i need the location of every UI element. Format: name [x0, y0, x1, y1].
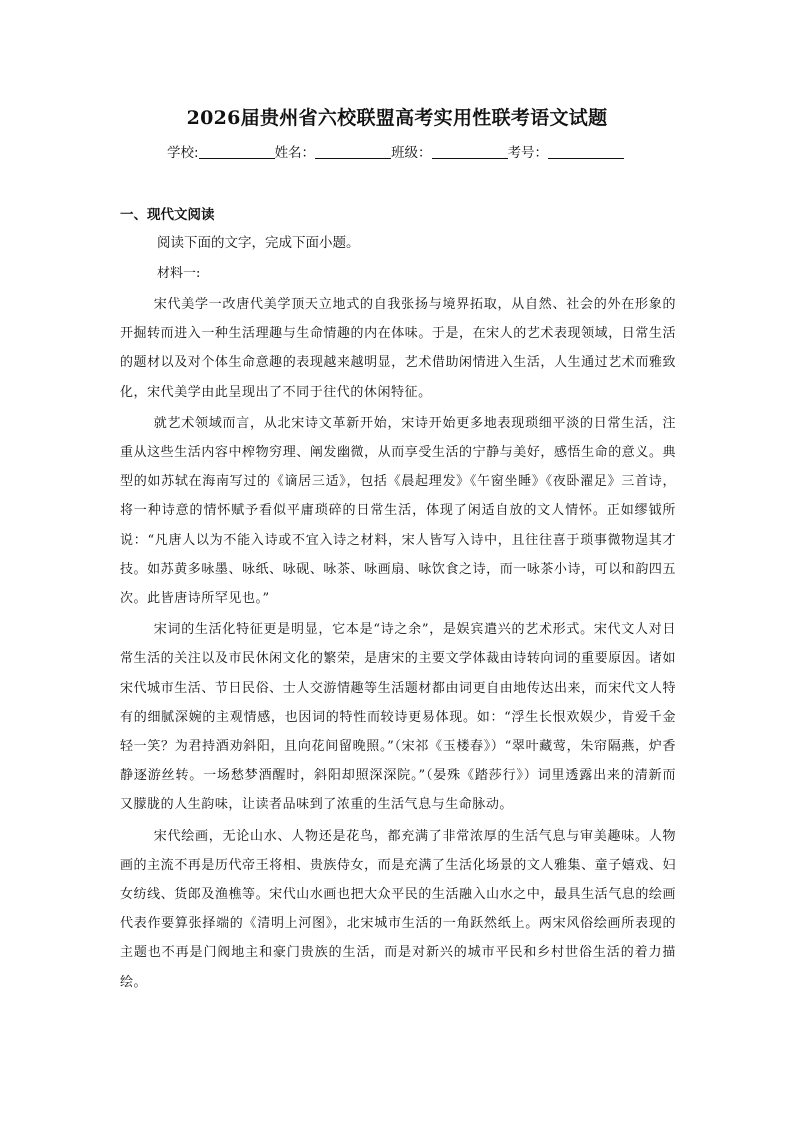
school-blank[interactable]: [199, 145, 275, 159]
instruction-text: 阅读下面的文字，完成下面小题。: [157, 235, 360, 251]
paragraph-1: 宋代美学一改唐代美学顶天立地式的自我张扬与境界拓取，从自然、社会的外在形象的开掘转而进入一种生活理趣与生命情趣的内在体味。于是，在宋人的艺术表现领域，日常生活的题材以及对个体生命意趣的表现越来越明显，艺术借助闲情进入生活，人生通过艺术而雅致化，宋代美学由此呈现出了不同于往代的休闲特征。: [120, 297, 676, 400]
student-info-line: [167, 141, 624, 161]
paragraph-2: 就艺术领域而言，从北宋诗文革新开始，宋诗开始更多地表现琐细平淡的日常生活，注重从这些生活内容中榨物穷理、阐发幽微，从而享受生活的宁静与美好，感悟生命的意义。典型的如苏轼在海南写过的《谪居三适》，包括《晨起理发》《午窗坐睡》《夜卧濯足》三首诗，将一种诗意的情怀赋予看似平庸琐碎的日常生活，体现了闲适自放的文人情怀。正如缪钺所说：“凡唐人以为不能入诗或不宜入诗之材料，宋人皆写入诗中，且往往喜于琐事微物逞其才技。如苏黄多咏墨、咏纸、咏砚、咏茶、咏画扇、咏饮食之诗，而一咏茶小诗，可以和韵四五次。此皆唐诗所罕见也。”: [120, 415, 676, 607]
class-blank[interactable]: [432, 145, 508, 159]
name-label: 姓名：: [274, 145, 316, 161]
school-label: 学校:: [167, 145, 199, 161]
exam-no-blank[interactable]: [548, 145, 624, 159]
class-label: 班级：: [391, 145, 432, 161]
material-body: [120, 290, 676, 997]
name-blank[interactable]: [315, 145, 391, 159]
exam-no-label: 考号：: [507, 145, 549, 161]
exam-title: 2026届贵州省六校联盟高考实用性联考语文试题: [186, 107, 608, 129]
paragraph-4: 宋代绘画，无论山水、人物还是花鸟，都充满了非常浓厚的生活气息与审美趣味。人物画的主流不再是历代帝王将相、贵族侍女，而是充满了生活化场景的文人雅集、童子嬉戏、妇女纺线、货郎及渔樵等。宋代山水画也把大众平民的生活融入山水之中，最具生活气息的绘画代表作要算张择端的《清明上河图》，北宋城市生活的一角跃然纸上。两宋风俗绘画所表现的主题也不再是门阀地主和豪门贵族的生活，而是对新兴的城市平民和乡村世俗生活的着力描绘。: [120, 828, 676, 990]
section-heading: 一、现代文阅读: [120, 207, 215, 223]
material-label: 材料一:: [157, 266, 201, 281]
paragraph-3: 宋词的生活化特征更是明显，它本是“诗之余”，是娱宾遣兴的艺术形式。宋代文人对日常生活的关注以及市民休闲文化的繁荣，是唐宋的主要文学体裁由诗转向词的重要原因。诸如宋代城市生活、节日民俗、士人交游情趣等生活题材都由词更自由地传达出来，而宋代文人特有的细腻深婉的主观情感，也因词的特性而较诗更易体现。如：“浮生长恨欢娱少，肯爱千金轻一笑？为君持酒劝斜阳，且向花间留晚照。”（宋祁《玉楼春》）“翠叶藏莺，朱帘隔燕，炉香静逐游丝转。一场愁梦酒醒时，斜阳却照深深院。”（晏殊《踏莎行》）词里透露出来的清新而又朦胧的人生韵味，让读者品味到了浓重的生活气息与生命脉动。: [120, 622, 676, 813]
